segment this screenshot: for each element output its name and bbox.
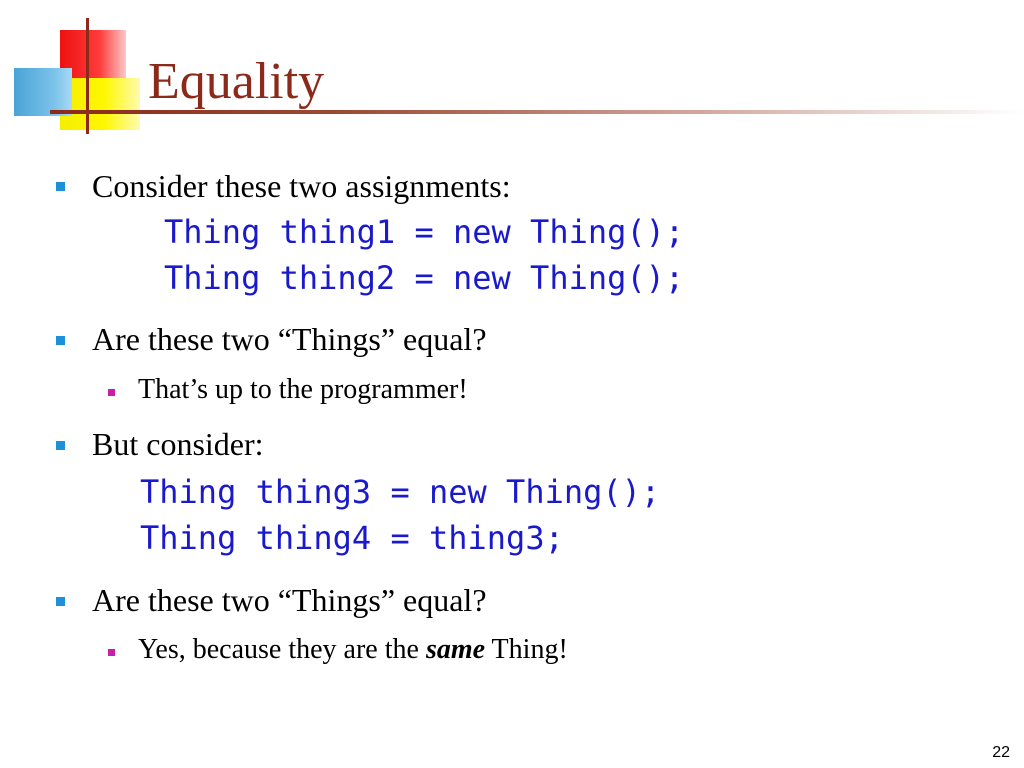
sub-text-part: Yes, because they are the [138,634,426,665]
code-line: Thing thing3 = new Thing(); [140,473,661,511]
bullet-text: But consider: [92,426,264,462]
slide-number: 22 [992,744,1010,761]
sub-bullet-marker [108,649,115,656]
bullet-marker [56,182,65,191]
code-line: Thing thing2 = new Thing(); [164,259,685,297]
slide-title: Equality [148,53,325,110]
emphasis-same: same [425,634,486,665]
code-line: Thing thing4 = thing3; [140,519,564,557]
bullet-text: Are these two “Things” equal? [92,321,487,357]
sub-bullet-marker [108,389,115,396]
sub-bullet-text: That’s up to the programmer! [138,374,468,405]
code-line: Thing thing1 = new Thing(); [164,213,685,251]
bullet-marker [56,597,65,606]
bullet-text: Are these two “Things” equal? [92,582,487,618]
bullet-text: Consider these two assignments: [92,168,511,204]
bullet-marker [56,441,65,450]
sub-text-part: Thing! [485,634,568,665]
bullet-marker [56,336,65,345]
sub-bullet-text [138,634,568,666]
